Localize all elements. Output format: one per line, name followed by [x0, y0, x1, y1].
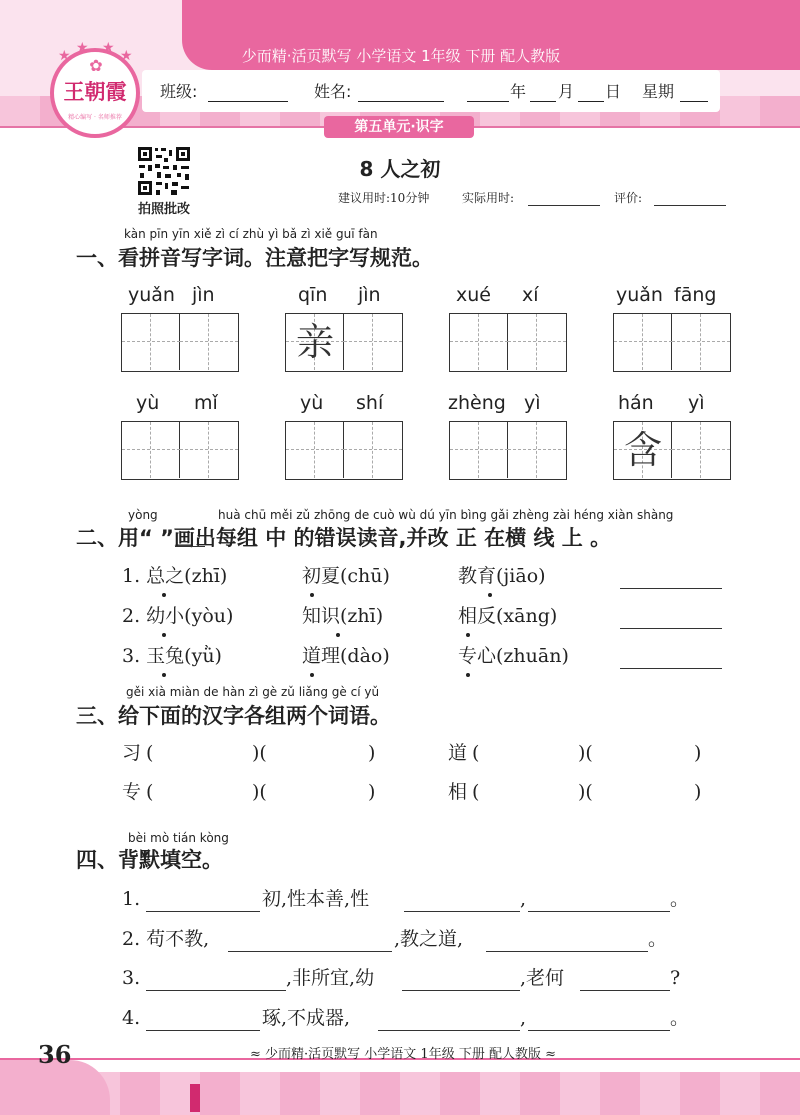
logo-text: 王朝霞 [63, 79, 127, 104]
writing-grid[interactable] [613, 421, 731, 480]
qr-label: 拍照批改 [137, 202, 190, 217]
example-character: 亲 [295, 320, 334, 364]
emphasis-dot [162, 593, 166, 597]
recite-blank[interactable] [528, 911, 670, 912]
answer-line[interactable] [620, 628, 722, 629]
pinyin-label: yuǎn [616, 284, 663, 306]
recite-blank[interactable] [486, 951, 648, 952]
recite-blank[interactable] [528, 1030, 670, 1031]
section3-pinyin: gěi xià miàn de hàn zì gè zǔ liǎng gè cí yǔ [126, 685, 380, 699]
writing-cell[interactable] [672, 422, 730, 478]
underline-sample [175, 546, 205, 547]
base-character: 道 [448, 742, 468, 764]
writing-cell[interactable] [180, 314, 238, 370]
weekday-label: 星期 [642, 82, 675, 101]
recite-blank[interactable] [402, 990, 520, 991]
pinyin-label: yì [688, 392, 705, 414]
writing-cell[interactable] [344, 422, 402, 478]
writing-grid[interactable] [613, 313, 731, 372]
section2-heading: 二、用“ ”画出每组 中 的错误读音,并改 正 在横 线 上 。 [76, 526, 612, 550]
pinyin-label: yù [300, 392, 324, 414]
question-item: 相反(xāng) [458, 605, 558, 627]
question-item: 2. 幼小(yòu) [122, 605, 234, 627]
writing-cell[interactable] [286, 314, 344, 370]
writing-cell[interactable] [286, 422, 344, 478]
example-character: 含 [623, 428, 662, 472]
writing-grid[interactable] [121, 313, 239, 372]
question-item: 3. 玉兔(yǜ) [122, 645, 222, 667]
question-item: 教育(jiāo) [458, 565, 546, 587]
lotus-icon: ✿ [89, 56, 103, 75]
pinyin-label: fāng [674, 284, 717, 306]
qr-code-icon[interactable] [137, 146, 191, 196]
writing-cell[interactable] [614, 422, 672, 478]
writing-grid[interactable] [121, 421, 239, 480]
pinyin-label: yuǎn [128, 284, 175, 306]
pinyin-label: xí [522, 284, 539, 306]
emphasis-dot [488, 593, 492, 597]
recite-blank[interactable] [146, 911, 260, 912]
pinyin-label: mǐ [194, 392, 218, 414]
emphasis-dot [310, 593, 314, 597]
month-label: 月 [558, 82, 575, 101]
recite-blank[interactable] [228, 951, 392, 952]
weekday-field[interactable] [680, 101, 708, 102]
question-item: 专心(zhuān) [458, 645, 569, 667]
emphasis-dot [466, 633, 470, 637]
emphasis-dot [162, 633, 166, 637]
day-label: 日 [605, 82, 622, 101]
year-label: 年 [510, 82, 527, 101]
section1-pinyin: kàn pīn yīn xiě zì cí zhù yì bǎ zì xiě guī fàn [124, 227, 378, 241]
suggested-time: 建议用时:10分钟 [338, 191, 430, 205]
question-item: 1. 总之(zhī) [122, 565, 228, 587]
pinyin-label: qīn [298, 284, 328, 306]
star-icon: ★ [102, 40, 115, 56]
star-icon: ★ [120, 48, 133, 64]
writing-grid[interactable] [285, 421, 403, 480]
writing-cell[interactable] [614, 314, 672, 370]
emphasis-dot [162, 673, 166, 677]
pinyin-label: jìn [192, 284, 215, 306]
recite-blank[interactable] [146, 990, 286, 991]
year-field[interactable] [467, 101, 509, 102]
actual-time-field[interactable] [528, 205, 600, 206]
pinyin-label: yù [136, 392, 160, 414]
section2-pinyin-left: yòng [128, 508, 158, 522]
writing-cell[interactable] [508, 314, 566, 370]
writing-cell[interactable] [672, 314, 730, 370]
base-character: 相 [448, 781, 468, 803]
footer-text: ≈ 少而精·活页默写 小学语文 1年级 下册 配人教版 ≈ [250, 1047, 556, 1062]
month-field[interactable] [530, 101, 556, 102]
writing-cell[interactable] [344, 314, 402, 370]
footer-band [0, 1072, 800, 1115]
writing-grid[interactable] [449, 421, 567, 480]
star-icon: ★ [76, 40, 89, 56]
section4-heading: 四、背默填空。 [76, 848, 223, 872]
section4-pinyin: bèi mò tián kòng [128, 831, 229, 845]
writing-grid[interactable] [449, 313, 567, 372]
writing-cell[interactable] [122, 314, 180, 370]
brand-logo [50, 40, 140, 138]
pinyin-label: zhèng [448, 392, 506, 414]
section3-heading: 三、给下面的汉字各组两个词语。 [76, 704, 391, 728]
name-label: 姓名: [314, 82, 352, 101]
lesson-title: 8 人之初 [359, 157, 441, 181]
page-number: 36 [38, 1040, 72, 1069]
emphasis-dot [336, 633, 340, 637]
rating-label: 评价: [614, 191, 643, 205]
name-field[interactable] [358, 101, 444, 102]
day-field[interactable] [578, 101, 604, 102]
footer-mark [190, 1084, 200, 1112]
star-icon: ★ [58, 48, 71, 64]
student-info-card [142, 70, 720, 112]
writing-cell[interactable] [450, 422, 508, 478]
pinyin-label: yì [524, 392, 541, 414]
recite-blank[interactable] [404, 911, 520, 912]
series-title: 少而精·活页默写 小学语文 1年级 下册 配人教版 [241, 47, 561, 65]
rating-field[interactable] [654, 205, 726, 206]
answer-line[interactable] [620, 668, 722, 669]
writing-cell[interactable] [450, 314, 508, 370]
pinyin-label: jìn [358, 284, 381, 306]
base-character: 专 [122, 781, 142, 803]
class-label: 班级: [160, 82, 198, 101]
pinyin-label: hán [618, 392, 654, 414]
actual-time-label: 实际用时: [462, 191, 515, 205]
question-item: 道理(dào) [302, 645, 390, 667]
writing-cell[interactable] [180, 422, 238, 478]
answer-line[interactable] [620, 588, 722, 589]
class-field[interactable] [208, 101, 288, 102]
pinyin-label: xué [456, 284, 491, 306]
base-character: 习 [122, 742, 142, 764]
section2-pinyin-right: huà chū měi zǔ zhōng de cuò wù dú yīn bìng gǎi zhèng zài héng xiàn shàng [218, 508, 674, 522]
question-item: 初夏(chū) [302, 565, 390, 587]
unit-tag: 第五单元·识字 [324, 116, 474, 138]
question-item: 知识(zhī) [302, 605, 384, 627]
emphasis-dot [310, 673, 314, 677]
recite-blank[interactable] [146, 1030, 260, 1031]
writing-cell[interactable] [122, 422, 180, 478]
emphasis-dot [466, 673, 470, 677]
section1-heading: 一、看拼音写字词。注意把字写规范。 [76, 246, 433, 270]
recite-blank[interactable] [378, 1030, 520, 1031]
recite-blank[interactable] [580, 990, 670, 991]
pinyin-label: shí [356, 392, 384, 414]
writing-cell[interactable] [508, 422, 566, 478]
writing-grid[interactable] [285, 313, 403, 372]
logo-subtext: 精心编写 · 名师推荐 [68, 114, 122, 121]
